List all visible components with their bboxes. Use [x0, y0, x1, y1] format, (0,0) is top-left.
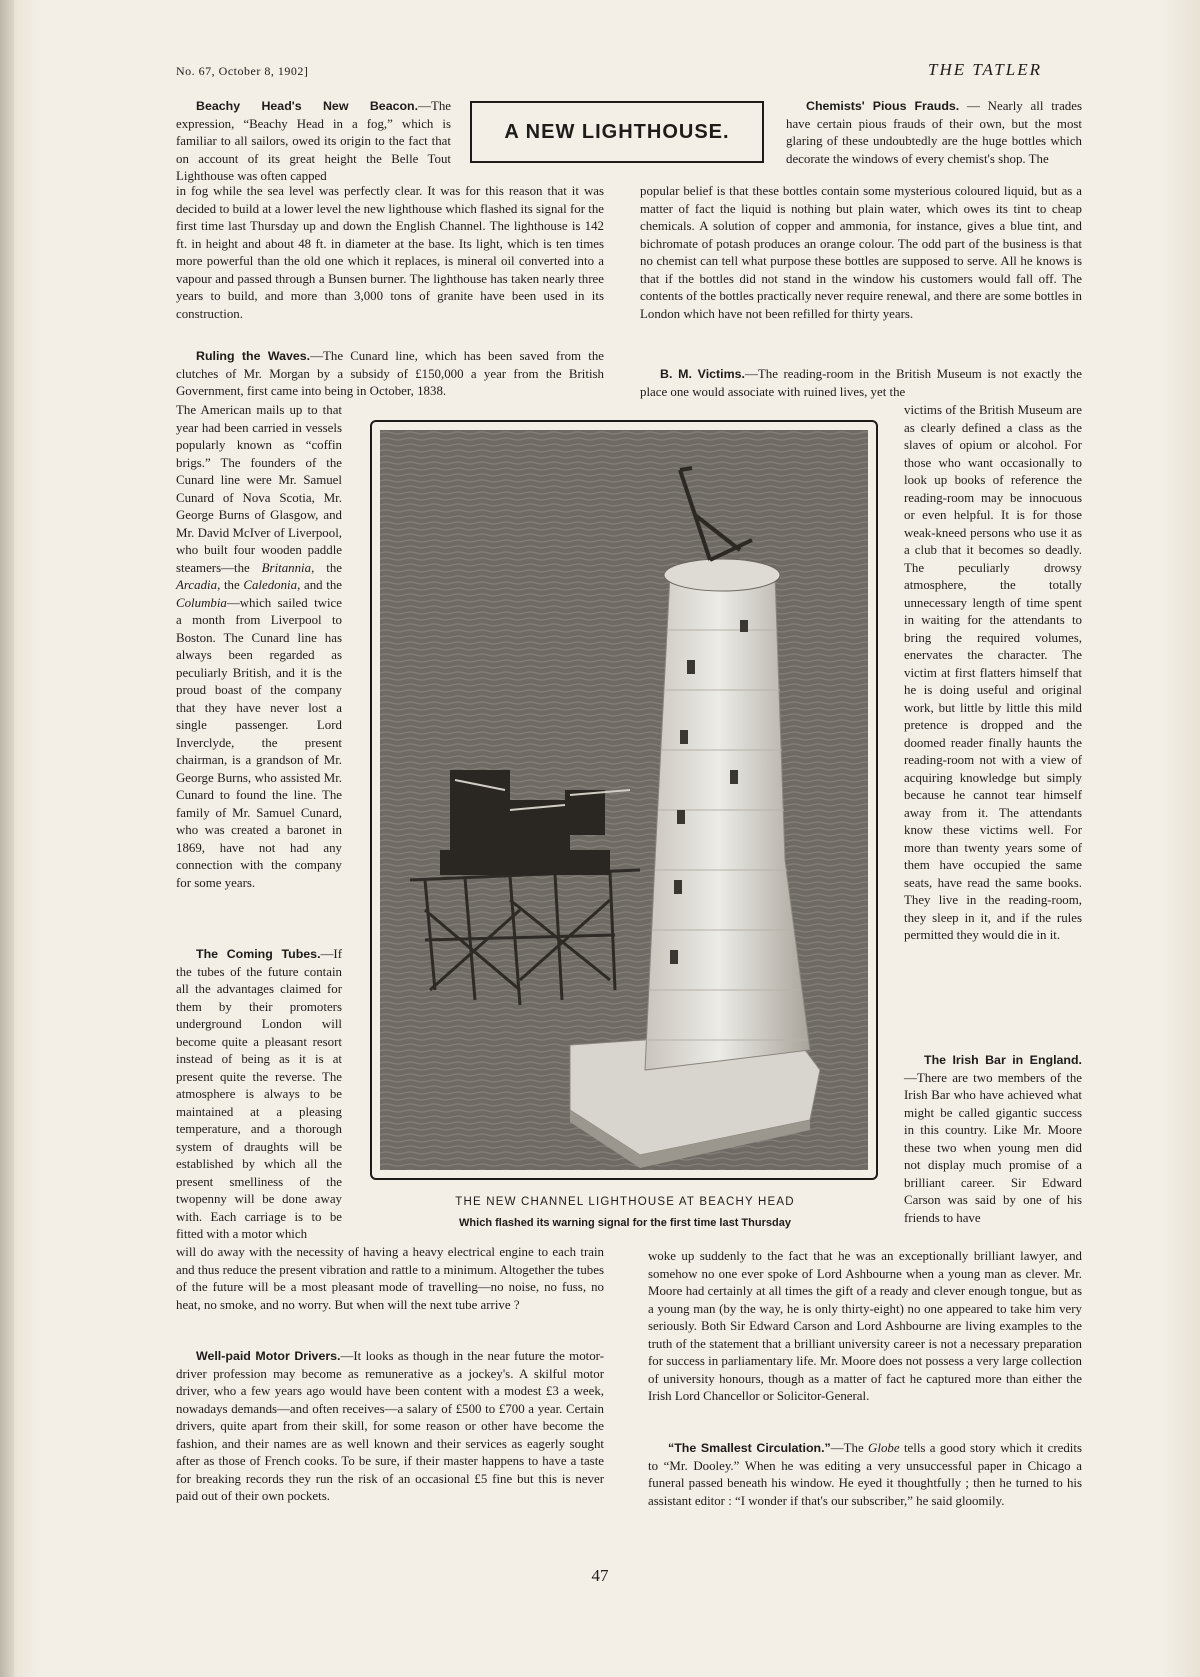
article-drivers [176, 1348, 604, 1506]
ship-name: Britannia [261, 560, 312, 575]
article-text: —It looks as though in the near future the motor-driver profession may become as remunerative as a jockey's. A skilful motor driver, who a few years ago would have been content with a modest £3 a week, nowadays demands—and often receives—a salary of £500 to £700 a year. Certain drivers, quite apart from their skill, for some reason or other have become the fashion, and their names are as well known and their services as eagerly sought after as those of French cooks. To be sure, if their master happens to have a taste for breaking records they run the risk of an occasional £5 fine but this is never paid out of their own pockets. [176, 1349, 604, 1503]
photo-caption-subtitle: Which flashed its warning signal for the first time last Thursday [459, 1217, 791, 1229]
article-text: , and the [297, 578, 343, 592]
article-bm-body [904, 402, 1082, 945]
article-heading-drivers: Well-paid Motor Drivers. [196, 1349, 341, 1363]
masthead: THE TATLER [928, 60, 1042, 79]
ship-name: Caledonia [243, 578, 298, 592]
page-number: 47 [591, 1566, 609, 1585]
page-binding-edge [0, 0, 14, 1677]
article-beachy-body [176, 183, 604, 323]
article-heading-ruling: Ruling the Waves. [196, 349, 311, 363]
article-text: —There are two members of the Irish Bar who have achieved what might be called gigantic success in this country. Like Mr. Moore these two when young men did not display much promise of a brilliant career. Sir Edward Carson was said by one of his friends to have [904, 1070, 1082, 1225]
article-beachy-lead [176, 98, 451, 186]
lighthouse-photo-frame [370, 420, 878, 1180]
article-text: , the [311, 560, 342, 575]
ship-name: Arcadia [176, 578, 218, 592]
lighthouse-photo [380, 430, 868, 1170]
article-text: —which sailed twice a month from Liverpool to Boston. The Cunard line has always been regarded as peculiarly British, and it is the proud boast of the company that they have never lost a single passenger. Lord Inverclyde, the present chairman, is a grandson of Mr. George Burns, who assisted Mr. Cunard to found the line. The family of Mr. Samuel Cunard, who was created a baronet in 1869, have not had any connection with the company for some years. [176, 595, 342, 890]
article-text: —The [830, 1441, 869, 1455]
article-chemists-body [640, 183, 1082, 323]
article-tubes-body [176, 1244, 604, 1314]
article-heading-circulation: “The Smallest Circulation.” [668, 1441, 831, 1455]
article-text: woke up suddenly to the fact that he was an exceptionally brilliant lawyer, and somehow no one ever spoke of Lord Ashbourne when a young man as clever. Mr. Moore had certainly at all times the gift of a ready and clever enough tongue, but as a young man (by the way, he is only thirty-eight) no one appeared to take him very seriously. Both Sir Edward Carson and Lord Ashbourne are living examples to the truth of the statement that a brilliant university career is not a necessary preparation for success in parliamentary life. Mr. Moore does not possess a very large collection of university honours, though as a matter of fact he captured more than either the Irish Lord Chancellor or Solicitor-General. [648, 1249, 1082, 1403]
article-chemists-lead [786, 98, 1082, 168]
article-text: popular belief is that these bottles contain some mysterious coloured liquid, but as a matter of fact the liquid is nothing but plain water, which owes its tint to cheap chemicals. A solution of copper and ammonia, for instance, gives a blue tint, and bichromate of potash produces an orange colour. The odd part of the business is that no chemist can tell what purpose these bottles are supposed to serve. All he knows is that if the bottles did not stand in the window his customers would fall off. The contents of the bottles practically never require renewal, and there are some bottles in London which have not been refilled for thirty years. [640, 184, 1082, 321]
article-heading-beachy: Beachy Head's New Beacon. [196, 99, 419, 113]
page-title [470, 101, 764, 163]
article-text: The American mails up to that year had been carried in vessels popularly known as “coffin brigs.” The founders of the Cunard line were Mr. Samuel Cunard of Nova Scotia, Mr. George Burns of Glasgow, and Mr. David McIver of Liverpool, who built four wooden paddle steamers—the [176, 403, 342, 575]
page-title-text: A NEW LIGHTHOUSE. [504, 120, 730, 143]
article-text: victims of the British Museum are as clearly defined a class as the slaves of opium or alcohol. For those who want occasionally to look up books of reference the reading-room may be innocuous or even helpful. It is for those weak-kneed persons who use it as a club that it becomes so deadly. The peculiarly drowsy atmosphere, the totally unnecessary length of time spent in waiting for the attendants to bring the required volumes, enervates the character. The victim at first flatters himself that he is doing useful and original work, but little by little this mild pretence is dropped and the doomed reader finally haunts the reading-room not with a view of acquiring knowledge but simply because he cannot tear himself away from it. The attendants know these victims well. For more than twenty years some of them have occupied the same seats, have read the same books. They live in the reading-room, they sleep in it, and if the rules permitted they would die in it. [904, 403, 1082, 942]
article-text: , the [217, 578, 244, 592]
article-heading-irish: The Irish Bar in England. [924, 1053, 1082, 1067]
article-text: —The reading-room in the British Museum is not exactly the place one would associate with ruined lives, yet the [640, 367, 1082, 399]
issue-header: No. 67, October 8, 1902] [176, 64, 309, 78]
article-ruling-lead [176, 348, 604, 401]
article-tubes-lead [176, 946, 342, 1244]
article-text: —The expression, “Beachy Head in a fog,” which is familiar to all sailors, owed its origin to the fact that on account of its great height the Belle Tout Lighthouse was often capped [176, 99, 451, 183]
article-text: —If the tubes of the future contain all the advantages claimed for them by their promoters underground London will become quite a pleasant resort instead of being as it is at present quite the reverse. The atmosphere is always to be maintained at a pleasing temperature, and a thorough system of draughts will be established by which all the present smelliness of the twopenny will be done away with. Each carriage is to be fitted with a motor which [176, 947, 342, 1241]
newspaper-name: Globe [868, 1441, 900, 1455]
article-heading-chemists: Chemists' Pious Frauds. [806, 99, 960, 113]
article-irish-lead [904, 1052, 1082, 1227]
article-text: will do away with the necessity of having a heavy electrical engine to each train and thus reduce the present vibration and rattle to a minimum. Altogether the tubes of the future will be a most pleasant mode of travelling—no noise, no fuss, no heat, no smoke, and no worry. But when will the next tube arrive ? [176, 1245, 604, 1312]
article-ruling-body [176, 402, 342, 892]
article-heading-tubes: The Coming Tubes. [196, 947, 321, 961]
article-bm-lead [640, 366, 1082, 401]
tower-gallery [664, 559, 780, 591]
article-heading-bm: B. M. Victims. [660, 367, 745, 381]
article-irish-body [648, 1248, 1082, 1406]
article-text: tells a good story which it credits to “Mr. Dooley.” When he was editing a very unsuccessful paper in Chicago a funeral passed beneath his window. He eyed it thoughtfully ; then he turned to his assistant editor : “I wonder if that's our subscriber,” he said gloomily. [648, 1441, 1082, 1508]
article-circulation [648, 1440, 1082, 1510]
photo-caption-title: THE NEW CHANNEL LIGHTHOUSE AT BEACHY HEAD [455, 1196, 795, 1208]
article-text: in fog while the sea level was perfectly clear. It was for this reason that it was decided to build at a lower level the new lighthouse which flashed its signal for the first time last Thursday up and down the English Channel. The lighthouse is 142 ft. in height and about 48 ft. in diameter at the base. Its light, which is ten times more powerful than the old one which it replaces, is mineral oil converted into a vapour and passed through a Bunsen burner. The lighthouse has taken nearly three years to build, and more than 3,000 tons of granite have been used in its construction. [176, 184, 604, 321]
article-text: — Nearly all trades have certain pious frauds of their own, but the most glaring of these undoubtedly are the huge bottles which decorate the windows of every chemist's shop. The [786, 99, 1082, 166]
ship-name: Columbia [176, 595, 227, 610]
article-text: —The Cunard line, which has been saved from the clutches of Mr. Morgan by a subsidy of £150,000 a year from the British Government, first came into being in October, 1838. [176, 349, 604, 398]
